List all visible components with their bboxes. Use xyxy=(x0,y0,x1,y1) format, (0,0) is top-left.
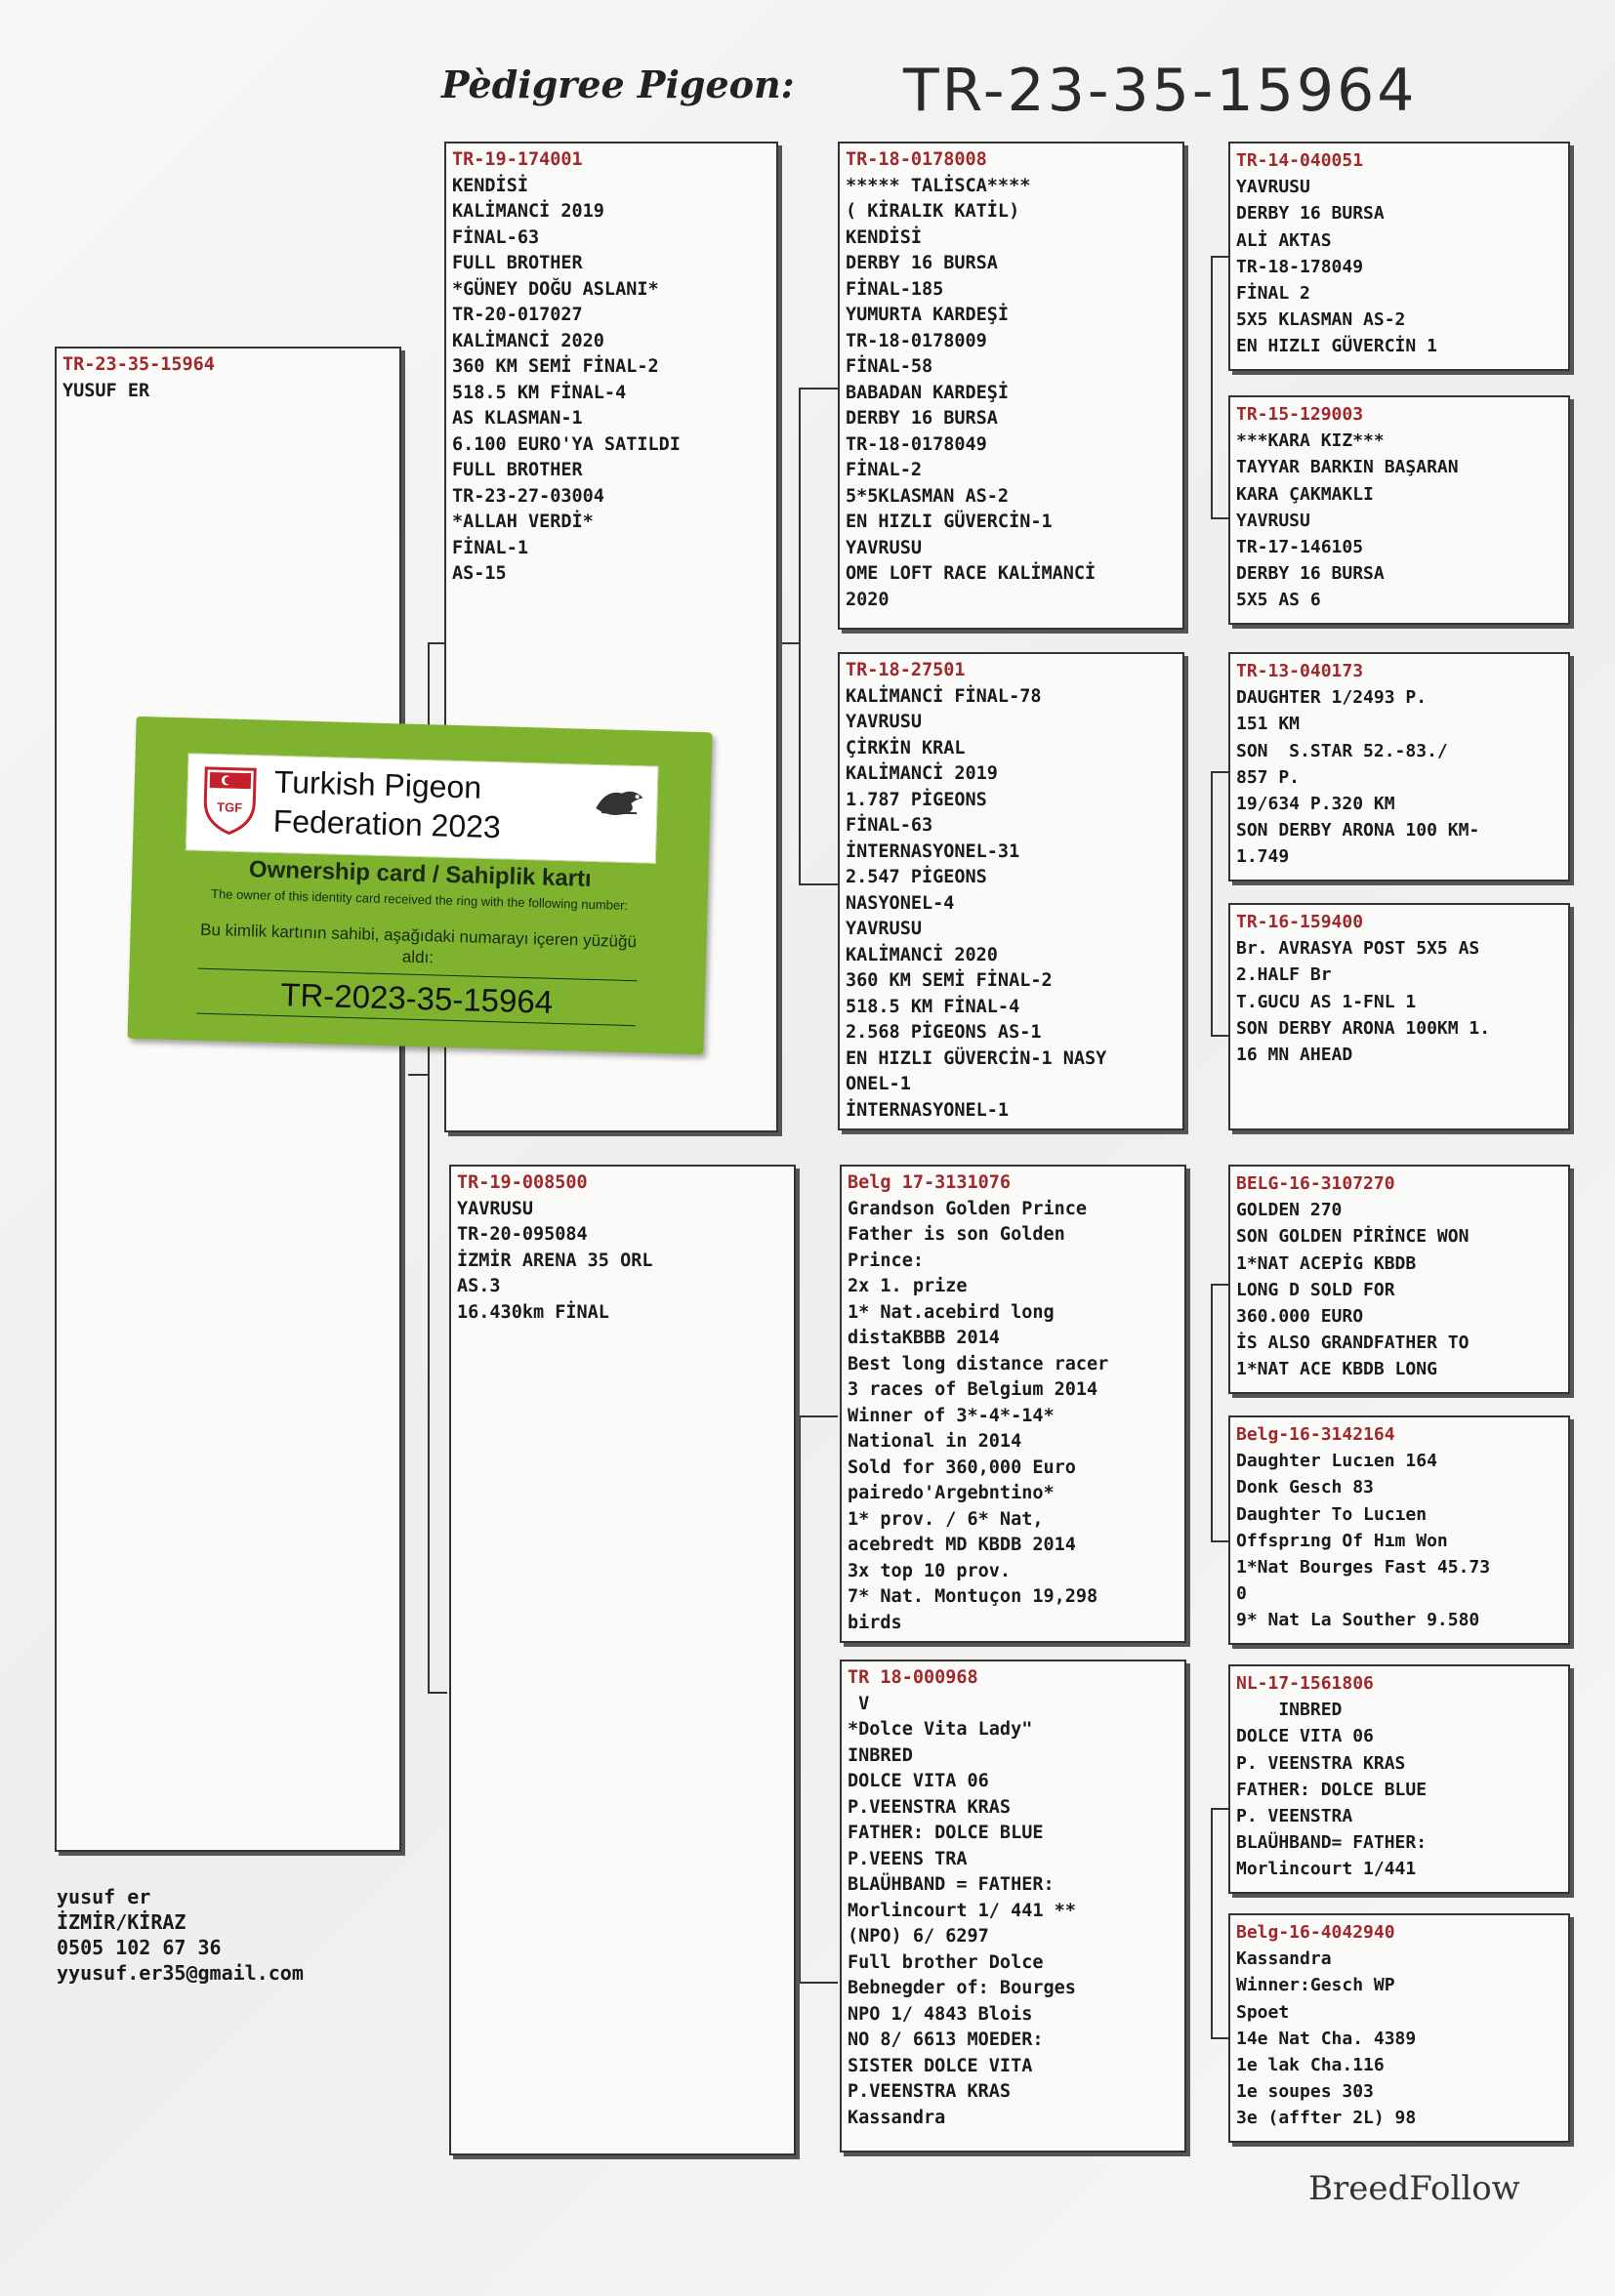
subject-line: YUSUF ER xyxy=(62,380,150,401)
g3-ring: Belg-16-3142164 xyxy=(1236,1424,1395,1445)
sire-sire-line: BABADAN KARDEŞİ xyxy=(846,382,1010,403)
dam-dam-box xyxy=(840,1660,1186,2152)
g3-ring: Belg-16-4042940 xyxy=(1236,1922,1395,1943)
g3-line: FİNAL 2 xyxy=(1236,283,1310,305)
sire-sire-line: FİNAL-185 xyxy=(846,278,944,300)
dam-sire-box xyxy=(840,1165,1186,1643)
dam-dam-line: (NPO) 6/ 6297 xyxy=(848,1926,989,1947)
g3-line: P. VEENSTRA KRAS xyxy=(1236,1752,1406,1774)
dam-dam-line: NPO 1/ 4843 Blois xyxy=(848,2003,1033,2025)
connector-sire-stub xyxy=(779,642,799,644)
dam-sire-ring: Belg 17-3131076 xyxy=(848,1172,1012,1193)
g3-line: Kassandra xyxy=(1236,1948,1332,1970)
sire-line: KENDİSİ xyxy=(452,175,528,196)
card-heading: Ownership card / Sahiplik kartı xyxy=(248,856,593,892)
g3-line: 360.000 EURO xyxy=(1236,1306,1364,1328)
card-header xyxy=(186,753,659,863)
dam-dam-line: FATHER: DOLCE BLUE xyxy=(848,1823,1044,1843)
sire-dam-line: EN HIZLI GÜVERCİN-1 NASY xyxy=(846,1047,1107,1069)
sire-sire-line: EN HIZLI GÜVERCİN-1 xyxy=(846,512,1053,532)
g3-line: Br. AVRASYA POST 5X5 AS xyxy=(1236,938,1480,960)
g3-line: P. VEENSTRA xyxy=(1236,1806,1353,1827)
dam-box xyxy=(449,1165,796,2155)
sire-sire-ring: TR-18-0178008 xyxy=(846,149,987,170)
owner-city: İZMİR/KİRAZ xyxy=(57,1910,186,1934)
g3-line: SON DERBY ARONA 100KM 1. xyxy=(1236,1017,1491,1039)
sire-dam-line: 360 KM SEMİ FİNAL-2 xyxy=(846,970,1053,991)
g3-line: SON DERBY ARONA 100 KM- xyxy=(1236,820,1480,841)
g3-line: 2.HALF Br xyxy=(1236,964,1332,986)
g3-line: TR-18-178049 xyxy=(1236,256,1364,277)
connector-sire-top xyxy=(799,388,838,390)
g3-line: KARA ÇAKMAKLI xyxy=(1236,483,1374,505)
g3-line: SON S.STAR 52.-83./ xyxy=(1236,740,1448,761)
sire-dam-line: ONEL-1 xyxy=(846,1074,911,1094)
dam-sire-line: Sold for 360,000 Euro xyxy=(848,1456,1076,1478)
ownership-card xyxy=(128,717,713,1054)
sire-line: FULL BROTHER xyxy=(452,253,583,273)
sire-dam-line: İNTERNASYONEL-31 xyxy=(846,840,1020,862)
dam-dam-line: DOLCE VITA 06 xyxy=(848,1771,989,1791)
dam-dam-line: Kassandra xyxy=(848,2107,946,2128)
g3-line: 151 KM xyxy=(1236,714,1301,735)
sire-sire-line: TR-18-0178049 xyxy=(846,433,987,455)
g3-ring: BELG-16-3107270 xyxy=(1236,1173,1395,1194)
sire-line: FİNAL-63 xyxy=(452,226,540,248)
sire-line: FİNAL-1 xyxy=(452,537,528,558)
sire-sire-line: 2020 xyxy=(846,589,890,610)
g3-line: 14e Nat Cha. 4389 xyxy=(1236,2028,1417,2049)
connector-g3-c xyxy=(1211,1284,1213,1540)
dam-dam-line: NO 8/ 6613 MOEDER: xyxy=(848,2030,1044,2050)
g3-line: T.GUCU AS 1-FNL 1 xyxy=(1236,991,1417,1012)
g3-line: Winner:Gesch WP xyxy=(1236,1975,1395,1996)
dam-dam-ring: TR 18-000968 xyxy=(848,1667,978,1688)
dam-sire-line: 3x top 10 prov. xyxy=(848,1560,1012,1581)
sire-dam-line: 2.547 PİGEONS xyxy=(846,867,987,887)
connector-dam-top xyxy=(799,1415,838,1417)
g3-line: 5X5 KLASMAN AS-2 xyxy=(1236,309,1406,331)
sire-line: AS KLASMAN-1 xyxy=(452,408,583,429)
connector-sire xyxy=(799,388,801,883)
g3-line: SON GOLDEN PİRİNCE WON xyxy=(1236,1226,1470,1248)
g3-line: DAUGHTER 1/2493 P. xyxy=(1236,687,1428,709)
dam-sire-line: Grandson Golden Prince xyxy=(848,1198,1088,1219)
title-ring-number: TR-23-35-15964 xyxy=(903,57,1418,125)
connector-subject-stub xyxy=(408,1074,428,1076)
sire-sire-line: OME LOFT RACE KALİMANCİ xyxy=(846,563,1097,584)
g3-ring: TR-14-040051 xyxy=(1236,150,1364,171)
dam-dam-line: INBRED xyxy=(848,1744,913,1766)
dam-sire-line: Father is son Golden xyxy=(848,1224,1065,1245)
sire-sire-line: DERBY 16 BURSA xyxy=(846,408,998,429)
owner-name: yusuf er xyxy=(57,1885,151,1908)
g3-line: 1e soupes 303 xyxy=(1236,2081,1374,2103)
sire-sire-line: FİNAL-2 xyxy=(846,460,922,480)
sire-dam-line: KALİMANCİ 2020 xyxy=(846,944,998,965)
card-text-tr: Bu kimlik kartının sahibi, aşağıdaki numarayı içeren yüzüğü aldı: xyxy=(199,920,638,967)
sire-line: 518.5 KM FİNAL-4 xyxy=(452,382,627,403)
g3-line: YAVRUSU xyxy=(1236,177,1310,198)
dam-dam-line: BLAÜHBAND = FATHER: xyxy=(848,1874,1055,1895)
dam-line: TR-20-095084 xyxy=(457,1224,588,1245)
dam-sire-line: 1* prov. / 6* Nat, xyxy=(848,1508,1044,1530)
dam-dam-line: P.VEENSTRA KRAS xyxy=(848,2081,1012,2102)
g3-box-7 xyxy=(1228,1664,1570,1894)
dam-dam-line: P.VEENS TRA xyxy=(848,1848,968,1869)
g3-line: 1.749 xyxy=(1236,846,1290,868)
dam-line: AS.3 xyxy=(457,1276,501,1296)
sire-line: KALİMANCİ 2020 xyxy=(452,330,604,351)
connector-dam xyxy=(799,1415,801,1982)
dam-sire-line: birds xyxy=(848,1612,902,1633)
g3-ring: TR-15-129003 xyxy=(1236,404,1364,425)
sire-dam-line: KALİMANCİ 2019 xyxy=(846,763,998,784)
subject-ring: TR-23-35-15964 xyxy=(62,354,215,375)
sire-sire-line: ***** TALİSCA**** xyxy=(846,175,1031,196)
sire-dam-line: İNTERNASYONEL-1 xyxy=(846,1099,1010,1121)
sire-dam-line: YAVRUSU xyxy=(846,712,922,732)
dam-sire-line: 2x 1. prize xyxy=(848,1276,968,1296)
dam-dam-line: *Dolce Vita Lady" xyxy=(848,1719,1033,1740)
dam-sire-line: Best long distance racer xyxy=(848,1353,1109,1374)
connector-g3-b xyxy=(1211,771,1213,1035)
g3-line: 857 P. xyxy=(1236,766,1301,788)
sire-dam-line: YAVRUSU xyxy=(846,919,922,939)
dam-line: İZMİR ARENA 35 ORL xyxy=(457,1250,653,1271)
connector-dam-bottom xyxy=(799,1982,838,1984)
g3-line: TR-17-146105 xyxy=(1236,537,1364,558)
sire-sire-line: YAVRUSU xyxy=(846,537,922,558)
g3-line: 0 xyxy=(1236,1583,1247,1605)
sire-dam-ring: TR-18-27501 xyxy=(846,660,966,680)
dam-dam-line: Morlincourt 1/ 441 ** xyxy=(848,1900,1076,1921)
sire-sire-line: FİNAL-58 xyxy=(846,356,933,377)
dam-sire-line: 7* Nat. Montuçon 19,298 xyxy=(848,1586,1098,1607)
g3-line: 1*NAT ACE KBDB LONG xyxy=(1236,1359,1437,1380)
g3-line: YAVRUSU xyxy=(1236,510,1310,531)
sire-sire-line: TR-18-0178009 xyxy=(846,330,987,351)
g3-ring: NL-17-1561806 xyxy=(1236,1673,1374,1694)
g3-line: Daughter Lucıen 164 xyxy=(1236,1451,1437,1472)
dam-sire-line: 1* Nat.acebird long xyxy=(848,1301,1055,1323)
connector-subject-dam xyxy=(428,1692,447,1694)
dam-line: 16.430km FİNAL xyxy=(457,1301,609,1323)
sire-line: *GÜNEY DOĞU ASLANI* xyxy=(452,278,659,300)
g3-box-5 xyxy=(1228,1165,1570,1394)
dam-sire-line: distaKBBB 2014 xyxy=(848,1328,1000,1348)
g3-line: 5X5 AS 6 xyxy=(1236,590,1321,611)
g3-line: İS ALSO GRANDFATHER TO xyxy=(1236,1332,1470,1354)
card-ring-number: TR-2023-35-15964 xyxy=(279,976,554,1020)
g3-line: GOLDEN 270 xyxy=(1236,1200,1343,1221)
dam-dam-line: SISTER DOLCE VITA xyxy=(848,2055,1033,2076)
sire-sire-line: KENDİSİ xyxy=(846,226,922,248)
g3-line: ALİ AKTAS xyxy=(1236,229,1332,251)
g3-line: DOLCE VITA 06 xyxy=(1236,1726,1374,1747)
g3-line: Morlincourt 1/441 xyxy=(1236,1859,1417,1880)
connector-g3-a xyxy=(1211,256,1213,517)
card-org-line2: Federation 2023 xyxy=(272,802,502,845)
g3-line: DERBY 16 BURSA xyxy=(1236,203,1385,225)
g3-line: TAYYAR BARKIN BAŞARAN xyxy=(1236,457,1459,478)
dam-sire-line: National in 2014 xyxy=(848,1431,1022,1452)
dam-ring: TR-19-008500 xyxy=(457,1172,588,1193)
subject-box xyxy=(55,347,401,1852)
g3-ring: TR-13-040173 xyxy=(1236,661,1364,681)
g3-line: 1e lak Cha.116 xyxy=(1236,2055,1385,2076)
brand-logo: BreedFollow xyxy=(1308,2169,1520,2208)
g3-line: Donk Gesch 83 xyxy=(1236,1477,1374,1498)
g3-line: INBRED xyxy=(1236,1700,1343,1721)
g3-line: 16 MN AHEAD xyxy=(1236,1045,1353,1066)
sire-line: KALİMANCİ 2019 xyxy=(452,201,604,222)
dam-sire-line: acebredt MD KBDB 2014 xyxy=(848,1535,1076,1555)
sire-dam-line: 518.5 KM FİNAL-4 xyxy=(846,996,1020,1017)
dam-sire-line: Prince: xyxy=(848,1250,924,1271)
g3-line: FATHER: DOLCE BLUE xyxy=(1236,1779,1428,1800)
g3-line: Spoet xyxy=(1236,2001,1290,2023)
g3-line: DERBY 16 BURSA xyxy=(1236,563,1385,585)
g3-line: LONG D SOLD FOR xyxy=(1236,1279,1395,1300)
owner-phone: 0505 102 67 36 xyxy=(57,1936,222,1959)
g3-line: 9* Nat La Souther 9.580 xyxy=(1236,1610,1480,1631)
sire-line: TR-20-017027 xyxy=(452,305,583,325)
title-label: Pèdigree Pigeon: xyxy=(441,62,795,106)
g3-box-8 xyxy=(1228,1913,1570,2143)
sire-sire-line: DERBY 16 BURSA xyxy=(846,253,998,273)
sire-line: *ALLAH VERDİ* xyxy=(452,512,594,532)
owner-email: yyusuf.er35@gmail.com xyxy=(57,1961,304,1985)
sire-line: TR-23-27-03004 xyxy=(452,485,604,507)
sire-line: 6.100 EURO'YA SATILDI xyxy=(452,433,681,455)
sire-dam-line: NASYONEL-4 xyxy=(846,892,955,914)
g3-ring: TR-16-159400 xyxy=(1236,912,1364,932)
sire-line: FULL BROTHER xyxy=(452,460,583,480)
g3-box-4 xyxy=(1228,903,1570,1130)
logo-text: TGF xyxy=(216,800,243,815)
sire-dam-box xyxy=(838,652,1184,1130)
g3-line: BLAÜHBAND= FATHER: xyxy=(1236,1832,1428,1854)
sire-sire-line: 5*5KLASMAN AS-2 xyxy=(846,485,1010,507)
g3-line: 3e (affter 2L) 98 xyxy=(1236,2108,1417,2129)
dam-sire-line: Winner of 3*-4*-14* xyxy=(848,1405,1055,1426)
g3-box-6 xyxy=(1228,1415,1570,1645)
dam-dam-line: P.VEENSTRA KRAS xyxy=(848,1796,1012,1818)
g3-box-2 xyxy=(1228,395,1570,625)
g3-line: Offsprıng Of Hım Won xyxy=(1236,1530,1448,1551)
sire-line: AS-15 xyxy=(452,563,507,584)
sire-dam-line: 2.568 PİGEONS AS-1 xyxy=(846,1022,1042,1043)
pigeon-stamp-icon xyxy=(592,779,647,824)
g3-line: 1*NAT ACEPİG KBDB xyxy=(1236,1252,1417,1274)
sire-sire-line: YUMURTA KARDEŞİ xyxy=(846,305,1010,325)
g3-line: 1*Nat Bourges Fast 45.73 xyxy=(1236,1557,1491,1578)
dam-sire-line: 3 races of Belgium 2014 xyxy=(848,1379,1098,1400)
federation-shield-icon xyxy=(200,762,259,837)
dam-sire-line: pairedo'Argebntino* xyxy=(848,1483,1055,1503)
g3-box-3 xyxy=(1228,652,1570,882)
g3-line: Daughter To Lucıen xyxy=(1236,1503,1428,1525)
owner-details xyxy=(57,1884,304,1986)
connector-sire-bottom xyxy=(799,883,838,885)
g3-line: 19/634 P.320 KM xyxy=(1236,794,1395,815)
sire-sire-box xyxy=(838,142,1184,630)
sire-line: 360 KM SEMİ FİNAL-2 xyxy=(452,356,659,377)
g3-line: EN HIZLI GÜVERCİN 1 xyxy=(1236,336,1437,357)
g3-box-1 xyxy=(1228,142,1570,371)
sire-sire-line: ( KİRALIK KATİL) xyxy=(846,201,1020,222)
connector-g3-d xyxy=(1211,1808,1213,2037)
dam-dam-line: V xyxy=(848,1693,870,1714)
sire-dam-line: 1.787 PİGEONS xyxy=(846,789,987,810)
sire-dam-line: KALİMANCİ FİNAL-78 xyxy=(846,685,1042,707)
dam-dam-line: Full brother Dolce xyxy=(848,1951,1044,1973)
g3-line: ***KARA KIZ*** xyxy=(1236,430,1385,452)
sire-ring: TR-19-174001 xyxy=(452,149,583,170)
sire-dam-line: FİNAL-63 xyxy=(846,815,933,836)
sire-dam-line: ÇİRKİN KRAL xyxy=(846,737,966,758)
card-text-en: The owner of this identity card received the ring with the following number: xyxy=(210,886,629,913)
dam-dam-line: Bebnegder of: Bourges xyxy=(848,1978,1076,1998)
dam-line: YAVRUSU xyxy=(457,1198,533,1219)
card-org-line1: Turkish Pigeon xyxy=(273,763,482,805)
